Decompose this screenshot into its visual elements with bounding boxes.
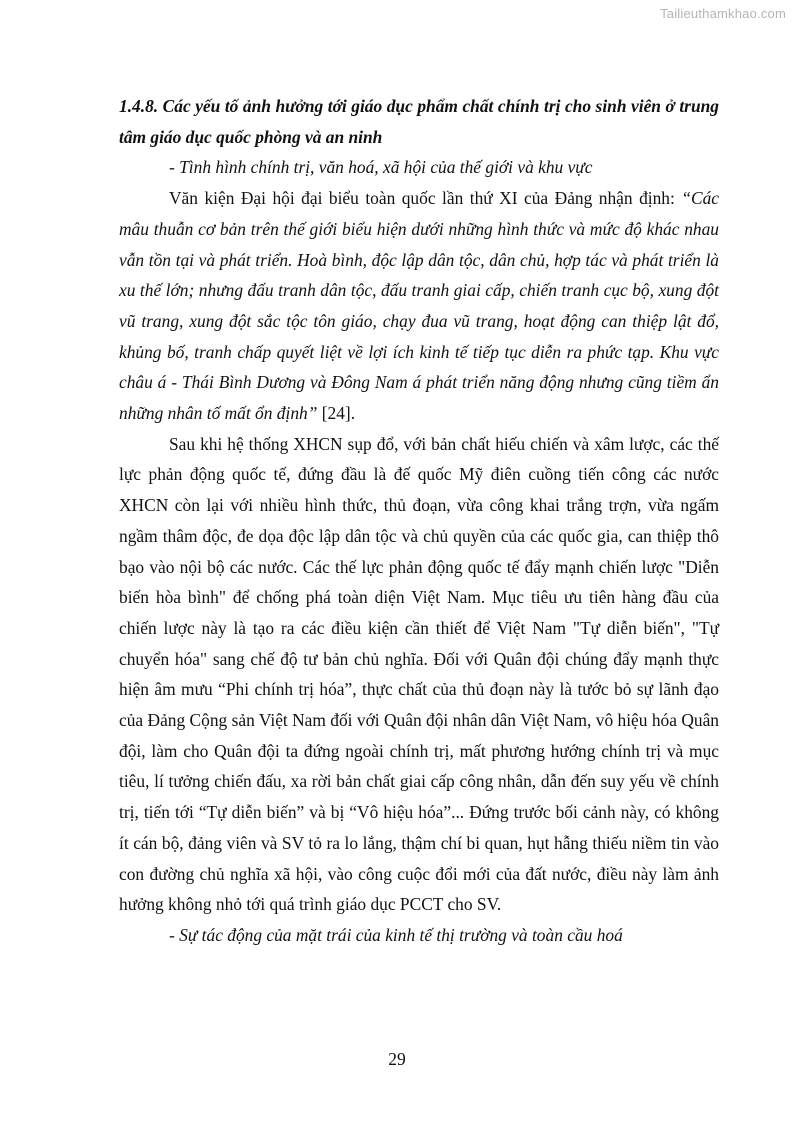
subheading-political-situation: - Tình hình chính trị, văn hoá, xã hội của thế giới và khu vực [169,157,593,178]
paragraph-intro: Văn kiện Đại hội đại biểu toàn quốc lần thứ XI của Đảng nhận định: [169,188,682,209]
paragraph-party-document [119,183,719,429]
citation: [24]. [317,403,356,424]
paragraph-peaceful-evolution: Sau khi hệ thống XHCN sụp đổ, với bản chất hiếu chiến và xâm lược, các thế lực phản động quốc tế, đứng đầu là đế quốc Mỹ điên cuồng tiến công các nước XHCN còn lại với nhiều hình thức, thủ đoạn, vừa công khai trắng trợn, vừa ngấm ngầm thâm độc, đe dọa độc lập dân tộc và chủ quyền của các quốc gia, can thiệp thô bạo vào nội bộ các nước. Các thế lực phản động quốc tế đẩy mạnh chiến lược "Diễn biến hòa bình" để chống phá toàn diện Việt Nam. Mục tiêu ưu tiên hàng đầu của chiến lược này là tạo ra các điều kiện cần thiết để Việt Nam "Tự diễn biến", "Tự chuyển hóa" sang chế độ tư bản chủ nghĩa. Đối với Quân đội chúng đẩy mạnh thực hiện âm mưu “Phi chính trị hóa”, thực chất của thủ đoạn này là tước bỏ sự lãnh đạo của Đảng Cộng sản Việt Nam đối với Quân đội nhân dân Việt Nam, vô hiệu hóa Quân đội, làm cho Quân đội ta đứng ngoài chính trị, mất phương hướng chính trị và mục tiêu, lí tưởng chiến đấu, xa rời bản chất giai cấp công nhân, dẫn đến suy yếu về chính trị, tiến tới “Tự diễn biến” và bị “Vô hiệu hóa”... Đứng trước bối cảnh này, có không ít cán bộ, đảng viên và SV tỏ ra lo lắng, thậm chí bi quan, hụt hẫng thiếu niềm tin vào con đường chủ nghĩa xã hội, vào công cuộc đổi mới của đất nước, điều này làm ảnh hưởng không nhỏ tới quá trình giáo dục PCCT cho SV. [119,433,719,915]
page-number: 29 [388,1049,406,1069]
document-body [119,91,719,951]
section-heading: 1.4.8. Các yếu tố ảnh hưởng tới giáo dục phẩm chất chính trị cho sinh viên ở trung tâm giáo dục quốc phòng và an ninh [119,96,719,147]
watermark: Tailieuthamkhao.com [660,6,786,21]
subheading-market-economy: - Sự tác động của mặt trái của kinh tế thị trường và toàn cầu hoá [169,924,623,945]
quoted-text: “Các mâu thuẫn cơ bản trên thế giới biểu hiện dưới những hình thức và mức độ khác nhau vẫn tồn tại và phát triển. Hoà bình, độc lập dân tộc, dân chủ, hợp tác và phát triển là xu thế lớn; nhưng đấu tranh dân tộc, đấu tranh giai cấp, chiến tranh cục bộ, xung đột vũ trang, xung đột sắc tộc tôn giáo, chạy đua vũ trang, hoạt động can thiệp lật đổ, khủng bố, tranh chấp quyết liệt về lợi ích kinh tế tiếp tục diễn ra phức tạp. Khu vực châu á - Thái Bình Dương và Đông Nam á phát triển năng động nhưng cũng tiềm ẩn những nhân tố mất ổn định” [119,188,719,424]
